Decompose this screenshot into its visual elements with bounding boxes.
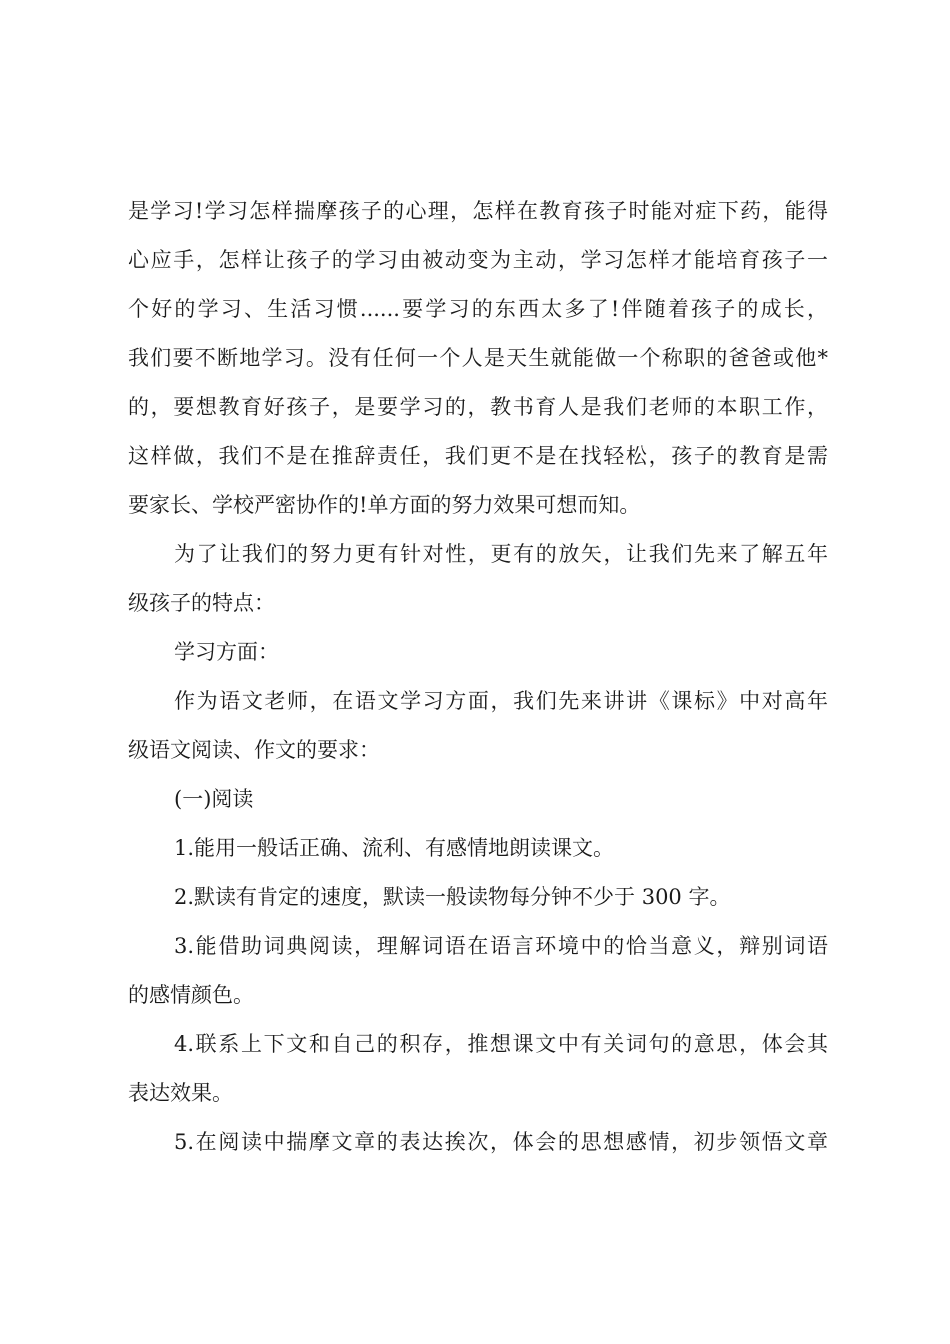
paragraph-line: 是学习!学习怎样揣摩孩子的心理，怎样在教育孩子时能对症下药，能得 xyxy=(128,199,828,223)
paragraph-line: 心应手，怎样让孩子的学习由被动变为主动，学习怎样才能培育孩子一 xyxy=(128,248,828,272)
list-item-continuation: 的感情颜色。 xyxy=(128,983,254,1007)
paragraph-line: 级孩子的特点： xyxy=(128,591,275,615)
paragraph-line: 作为语文老师，在语文学习方面，我们先来讲讲《课标》中对高年 xyxy=(174,689,828,713)
subsection-heading: (一)阅读 xyxy=(174,787,254,811)
paragraph-line: 个好的学习、生活习惯......要学习的东西太多了!伴随着孩子的成长， xyxy=(128,297,828,321)
paragraph-line: 为了让我们的努力更有针对性，更有的放矢，让我们先来了解五年 xyxy=(174,542,828,566)
paragraph-line: 的，要想教育好孩子，是要学习的，教书育人是我们老师的本职工作， xyxy=(128,395,828,419)
paragraph-line: 要家长、学校严密协作的!单方面的努力效果可想而知。 xyxy=(128,493,641,517)
list-item: 1.能用一般话正确、流利、有感情地朗读课文。 xyxy=(174,836,615,860)
paragraph-line: 这样做，我们不是在推辞责任，我们更不是在找轻松，孩子的教育是需 xyxy=(128,444,828,468)
document-body xyxy=(128,187,828,1167)
paragraph-line: 我们要不断地学习。没有任何一个人是天生就能做一个称职的爸爸或他* xyxy=(128,346,828,370)
section-heading: 学习方面： xyxy=(174,640,279,664)
list-item: 3.能借助词典阅读，理解词语在语言环境中的恰当意义，辩别词语 xyxy=(174,934,828,958)
paragraph-line: 级语文阅读、作文的要求： xyxy=(128,738,380,762)
list-item: 5.在阅读中揣摩文章的表达挨次，体会的思想感情，初步领悟文章 xyxy=(174,1130,828,1154)
list-item: 4.联系上下文和自己的积存，推想课文中有关词句的意思，体会其 xyxy=(174,1032,828,1056)
list-item: 2.默读有肯定的速度，默读一般读物每分钟不少于 300 字。 xyxy=(174,885,731,909)
list-item-continuation: 表达效果。 xyxy=(128,1081,233,1105)
